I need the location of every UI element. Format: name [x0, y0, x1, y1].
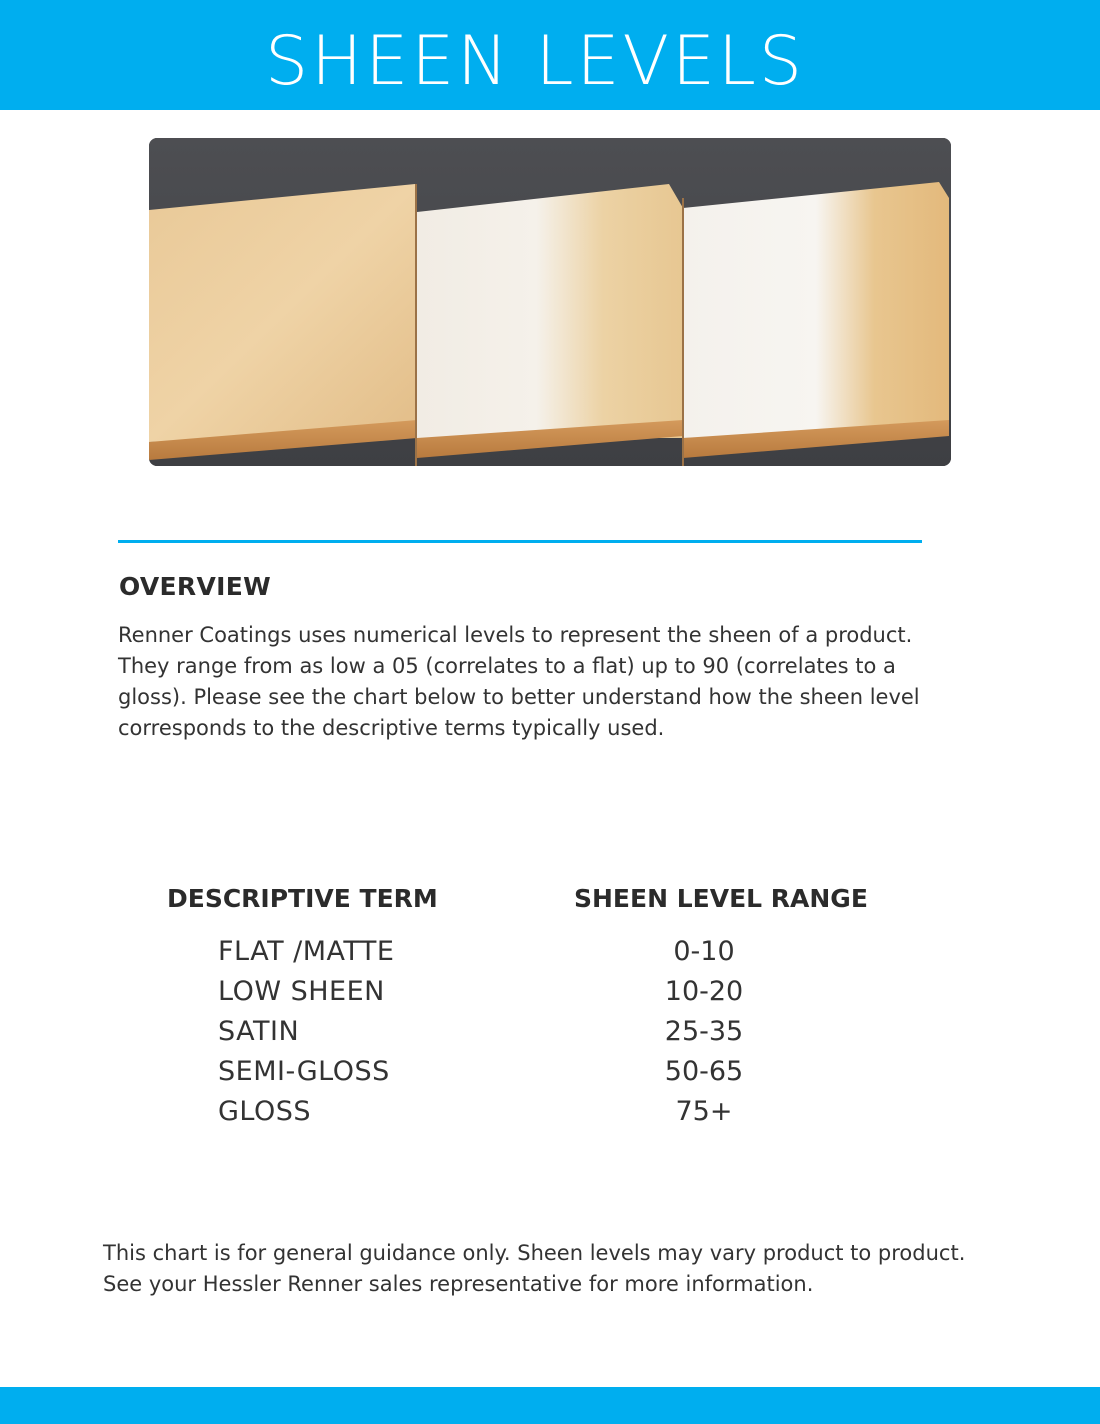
range-cell: 0-10: [673, 936, 735, 967]
section-divider: [118, 540, 922, 543]
term-cell: GLOSS: [218, 1096, 312, 1127]
wood-sample-photo: [149, 138, 951, 466]
footer-banner: [0, 1387, 1100, 1424]
range-cell: 25-35: [664, 1016, 744, 1047]
disclaimer-footnote: This chart is for general guidance only. Sheen levels may vary product to product. See your Hessler Renner sales representative for more information.: [103, 1241, 966, 1296]
term-cell: LOW SHEEN: [218, 976, 385, 1007]
range-cell: 10-20: [664, 976, 744, 1007]
descriptive-term-header: DESCRIPTIVE TERM: [167, 884, 438, 913]
header-banner: [0, 0, 1100, 110]
table-row: [0, 932, 1100, 972]
sheen-level-range-header: SHEEN LEVEL RANGE: [574, 884, 868, 913]
range-cell: 75+: [675, 1096, 733, 1127]
table-row: [0, 1012, 1100, 1052]
term-cell: SEMI-GLOSS: [218, 1056, 390, 1087]
page-title: SHEEN LEVELS: [264, 22, 806, 101]
overview-paragraph: Renner Coatings uses numerical levels to represent the sheen of a product. They range from as low a 05 (correlates to a flat) up to 90 (correlates to a gloss). Please see the chart below to better understand how the sheen level corresponds to the descriptive terms typically used.: [118, 623, 920, 740]
table-row: [0, 1092, 1100, 1132]
sheen-level-table: [0, 932, 1100, 1132]
table-row: [0, 1052, 1100, 1092]
overview-heading: OVERVIEW: [119, 572, 271, 601]
table-row: [0, 972, 1100, 1012]
term-cell: SATIN: [218, 1016, 300, 1047]
term-cell: FLAT /MATTE: [218, 936, 395, 967]
range-cell: 50-65: [664, 1056, 744, 1087]
